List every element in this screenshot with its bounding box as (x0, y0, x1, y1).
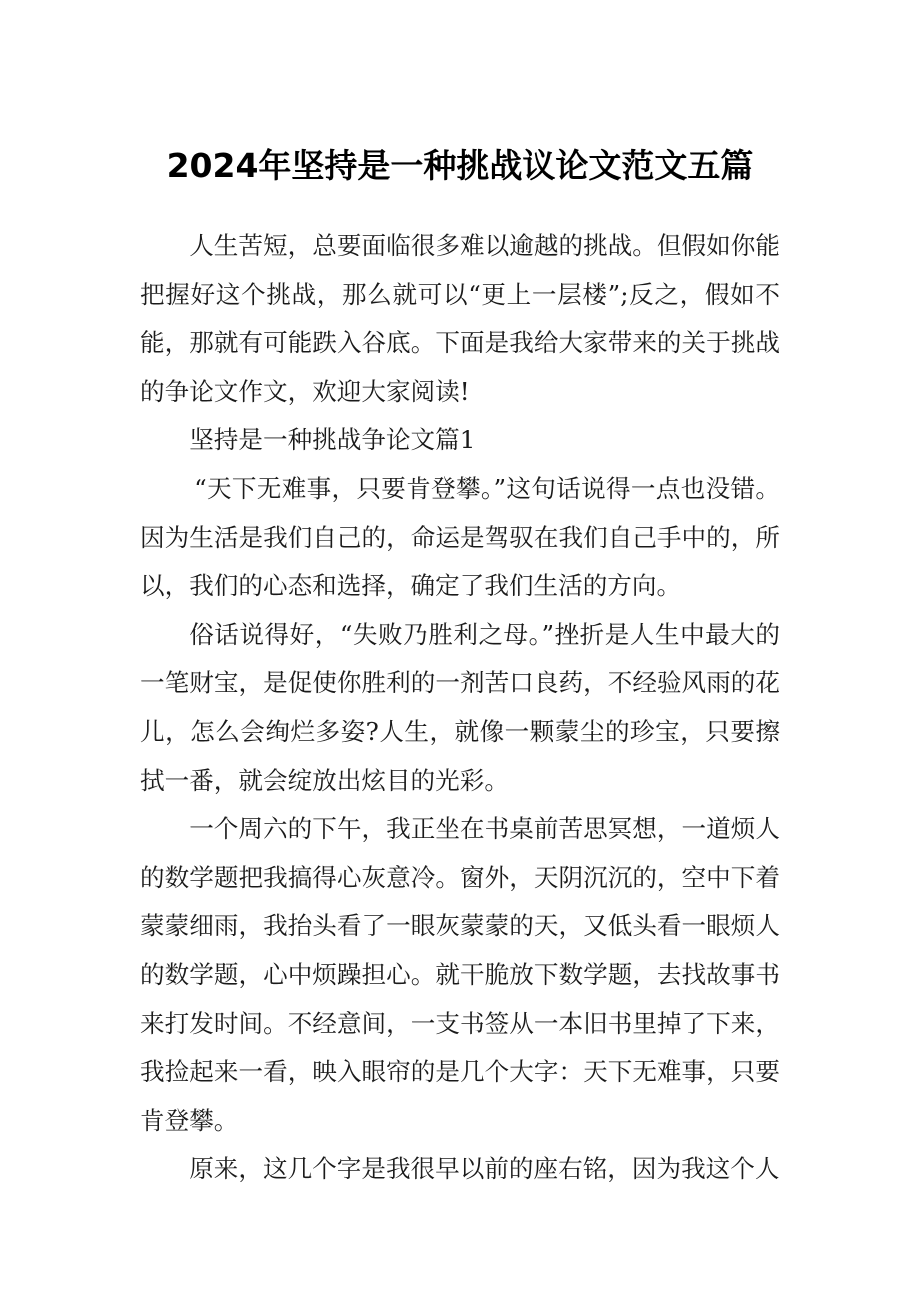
document-title: 2024年坚持是一种挑战议论文范文五篇 (166, 146, 754, 185)
intro-paragraph: 人生苦短，总要面临很多难以逾越的挑战。但假如你能把握好这个挑战，那么就可以“更上一层楼”;反之，假如不能，那就有可能跌入谷底。下面是我给大家带来的关于挑战的争论文作文，欢迎大家阅读! (140, 231, 780, 406)
body-paragraph: 原来，这几个字是我很早以前的座右铭，因为我这个人 (189, 1154, 780, 1184)
body-paragraph: “天下无难事，只要肯登攀。”这句话说得一点也没错。因为生活是我们自己的，命运是驾驭在我们自己手中的，所以，我们的心态和选择，确定了我们生活的方向。 (140, 473, 780, 601)
body-paragraph: 一个周六的下午，我正坐在书桌前苦思冥想，一道烦人的数学题把我搞得心灰意冷。窗外，天阴沉沉的，空中下着蒙蒙细雨，我抬头看了一眼灰蒙蒙的天，又低头看一眼烦人的数学题，心中烦躁担心。就干脆放下数学题，去找故事书来打发时间。不经意间，一支书签从一本旧书里掉了下来，我捡起来一看，映入眼帘的是几个大字：天下无难事，只要肯登攀。 (140, 814, 780, 1135)
section-heading: 坚持是一种挑战争论文篇1 (189, 425, 476, 455)
body-paragraph: 俗话说得好，“失败乃胜利之母。”挫折是人生中最大的一笔财宝，是促使你胜利的一剂苦口良药，不经验风雨的花儿，怎么会绚烂多姿?人生，就像一颗蒙尘的珍宝，只要擦拭一番，就会绽放出炫目的光彩。 (140, 619, 780, 795)
document-body (140, 222, 780, 1194)
